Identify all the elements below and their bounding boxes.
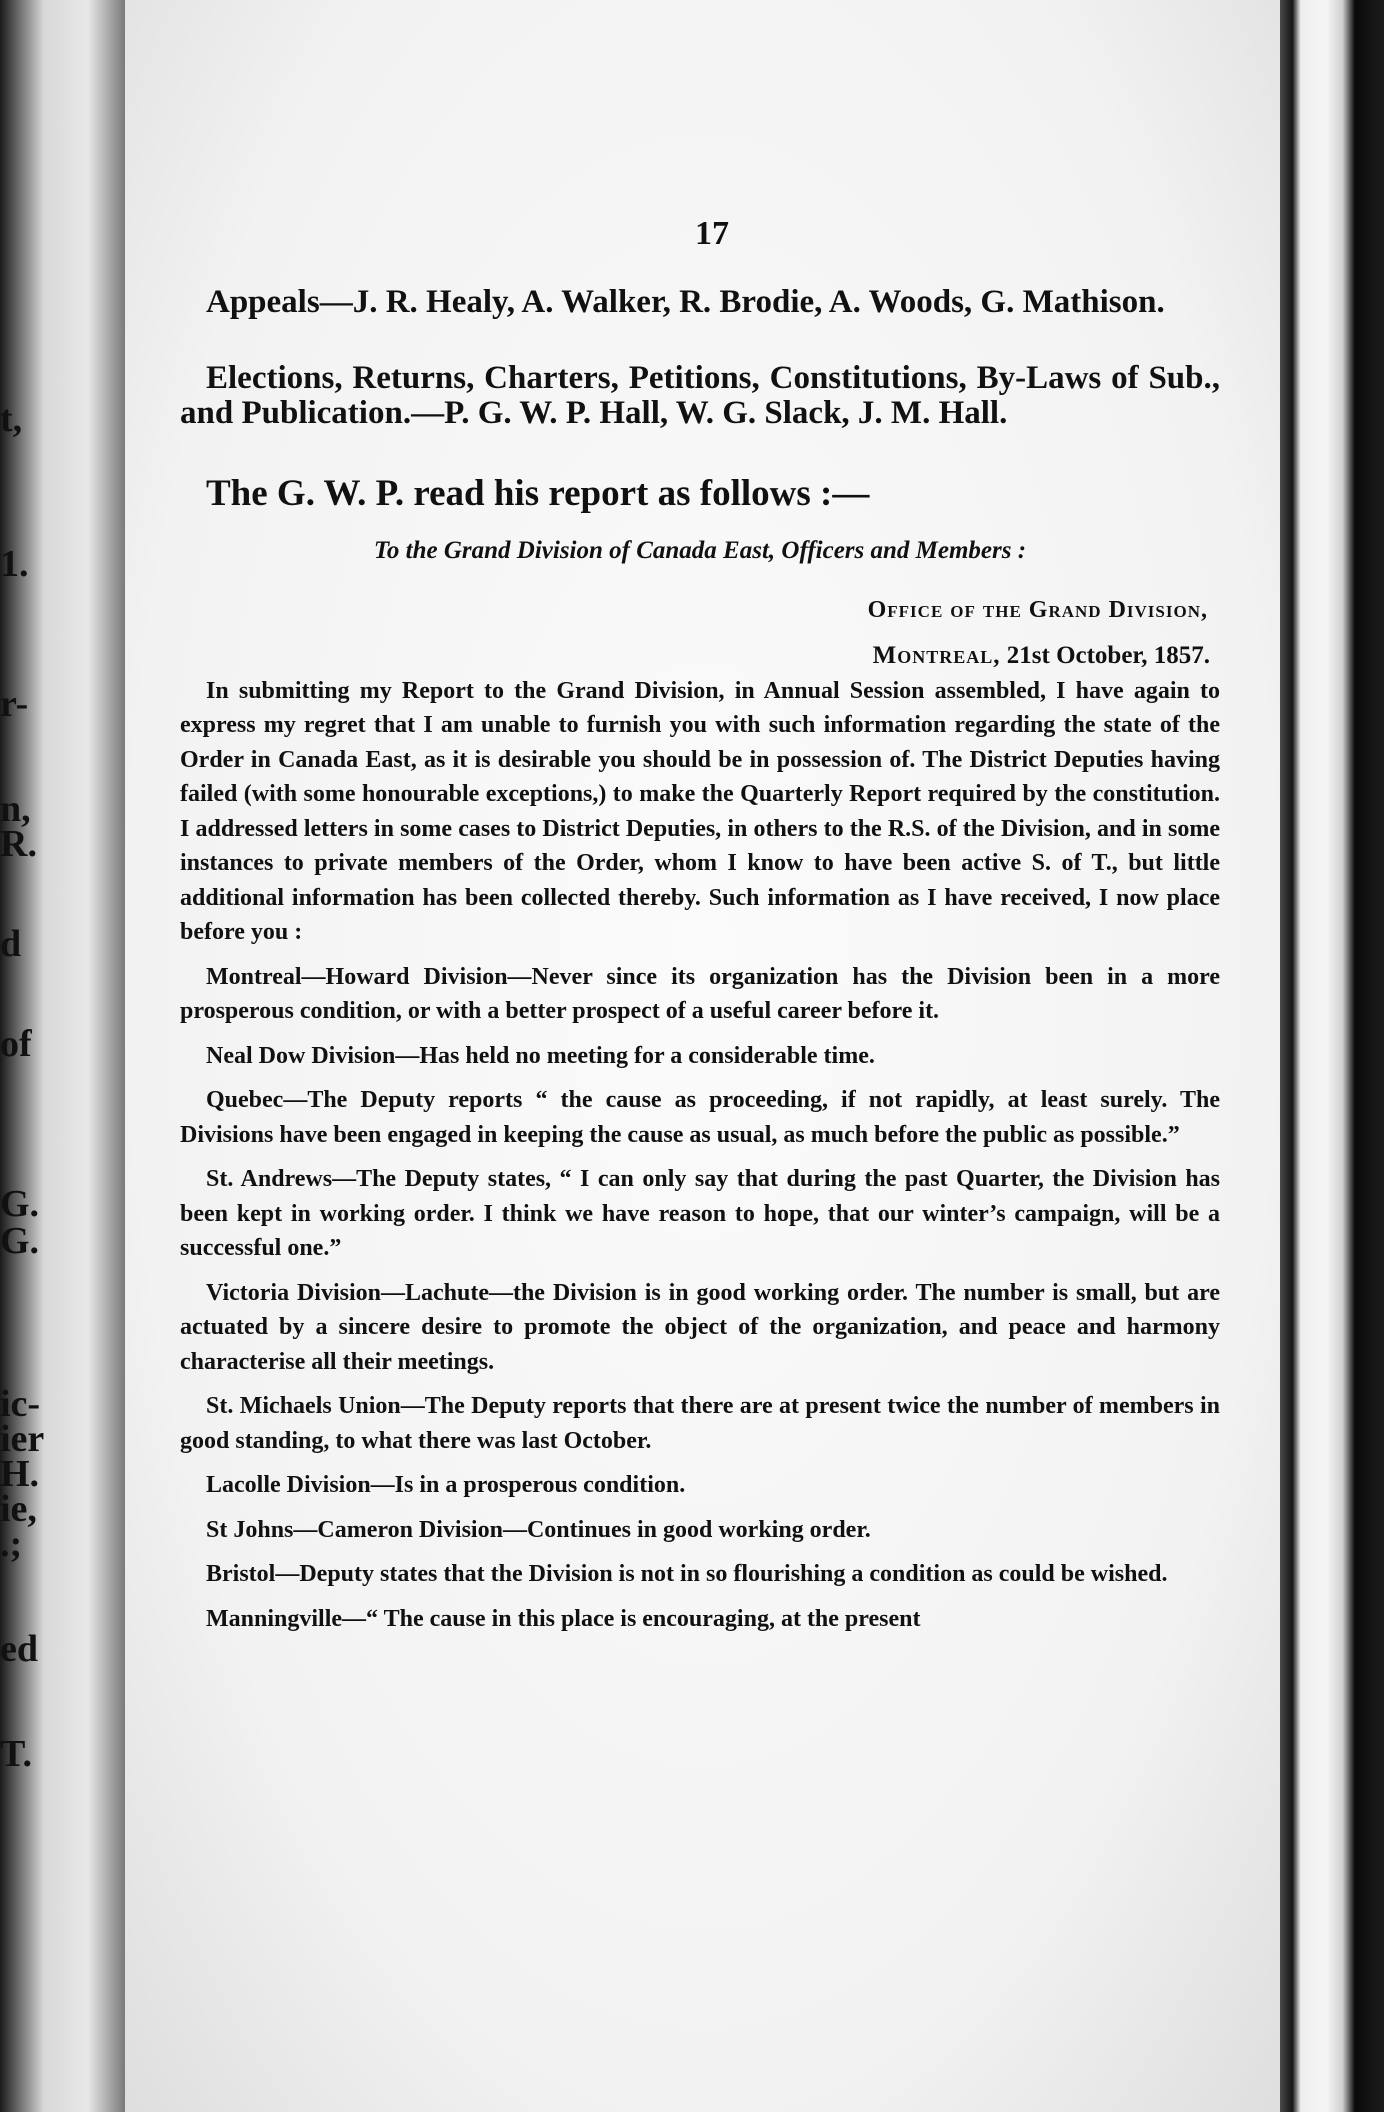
date-text: 21st October, 1857.	[1006, 641, 1210, 669]
report-paragraph-lacolle: Lacolle Division—Is in a prosperous condition.	[206, 1472, 686, 1499]
report-heading: The G. W. P. read his report as follows :—	[206, 472, 870, 514]
page-content	[180, 215, 1220, 1646]
margin-fragment: ie,	[0, 1488, 37, 1530]
margin-fragment: T.	[0, 1733, 33, 1775]
report-paragraph-montreal: Montreal—Howard Division—Never since its organization has the Division been in a more prosperous condition, or with a better prospect of a useful career before it.	[180, 963, 1220, 1025]
margin-fragment: G.	[0, 1220, 40, 1262]
margin-fragment: of	[0, 1023, 32, 1065]
report-paragraph-st-michaels: St. Michaels Union—The Deputy reports that there are at present twice the number of members in good standing, to what there was last October.	[180, 1393, 1220, 1454]
report-paragraph-victoria: Victoria Division—Lachute—the Division is in good working order. The number is small, but are actuated by a sincere desire to promote the object of the organization, and peace and harmony characterise all their meetings.	[180, 1279, 1220, 1375]
margin-fragment: ier	[0, 1418, 45, 1460]
report-paragraph-st-johns: St Johns—Cameron Division—Continues in good working order.	[206, 1516, 871, 1543]
date-place: Montreal,	[872, 641, 1001, 669]
date-line	[180, 642, 1210, 670]
committee-appeals: Appeals—J. R. Healy, A. Walker, R. Brodie, A. Woods, G. Mathison.	[206, 284, 1165, 320]
margin-fragment: t,	[0, 398, 23, 440]
margin-fragment: ed	[0, 1628, 38, 1670]
margin-fragment: n,	[0, 788, 31, 830]
margin-fragment: ic-	[0, 1383, 41, 1425]
margin-fragment: d	[0, 923, 22, 965]
margin-fragment: 1.	[0, 543, 29, 585]
report-addressee: To the Grand Division of Canada East, Officers and Members :	[373, 536, 1027, 564]
committee-elections: Elections, Returns, Charters, Petitions, Constitutions, By-Laws of Sub., and Publication.—P. G. W. P. Hall, W. G. Slack, J. M. Hall.	[180, 359, 1220, 432]
margin-fragment: H.	[0, 1453, 40, 1495]
report-paragraph-st-andrews: St. Andrews—The Deputy states, “ I can only say that during the past Quarter, the Division has been kept in working order. I think we have reason to hope, that our winter’s campaign, will be a successful one.”	[180, 1166, 1220, 1262]
margin-fragment: G.	[0, 1183, 40, 1225]
report-paragraph-neal-dow: Neal Dow Division—Has held no meeting for a considerable time.	[206, 1042, 875, 1069]
report-paragraph-manningville: Manningville—“ The cause in this place is encouraging, at the present	[206, 1605, 921, 1632]
book-page	[125, 0, 1280, 2112]
page-binding-edge	[1280, 0, 1384, 2112]
margin-fragment: R.	[0, 823, 37, 865]
office-line: Office of the Grand Division,	[867, 596, 1208, 623]
report-paragraph-bristol: Bristol—Deputy states that the Division is not in so flourishing a condition as could be wished.	[206, 1561, 1168, 1588]
margin-fragment: .;	[0, 1523, 23, 1565]
report-paragraph-quebec: Quebec—The Deputy reports “ the cause as proceeding, if not rapidly, at least surely. The Divisions have been engaged in keeping the cause as usual, as much before the public as possible.”	[180, 1087, 1220, 1148]
adjacent-page-margin	[0, 0, 125, 2112]
report-paragraph-intro: In submitting my Report to the Grand Division, in Annual Session assembled, I have again to express my regret that I am unable to furnish you with such information regarding the state of the Order in Canada East, as it is desirable you should be in possession of. The District Deputies having failed (with some honourable exceptions,) to make the Quarterly Report required by the constitution. I addressed letters in some cases to District Deputies, in others to the R.S. of the Division, and in some instances to private members of the Order, whom I know to have been active S. of T., but little additional information has been collected thereby. Such information as I have received, I now place before you :	[180, 677, 1220, 946]
page-number: 17	[695, 215, 729, 252]
margin-fragment: r-	[0, 683, 29, 725]
